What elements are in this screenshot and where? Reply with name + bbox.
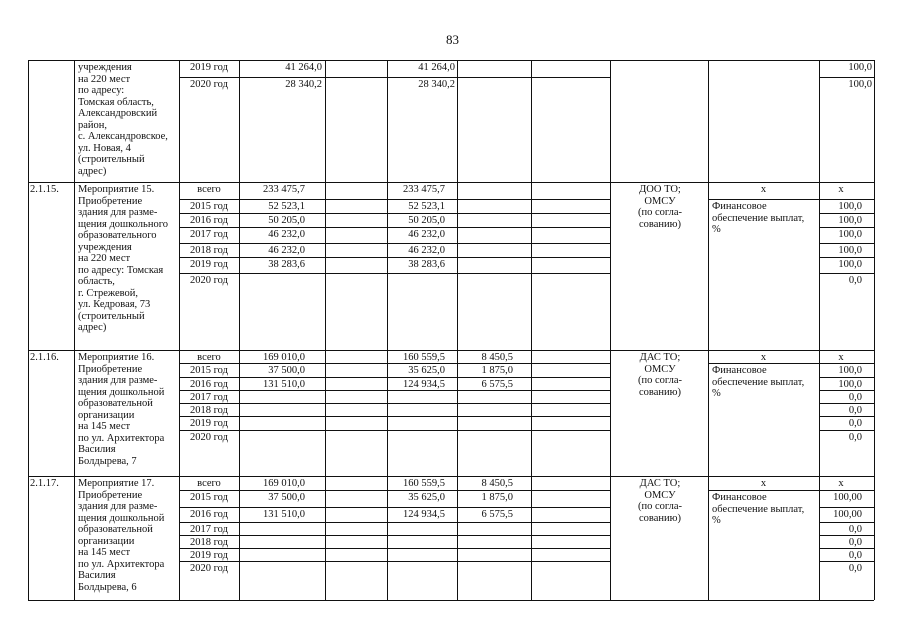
total-cell: 38 283,6 [268,259,305,270]
total-cell: 46 232,0 [268,229,305,240]
year-cell: 2016 год [190,379,228,390]
row-line [819,77,874,78]
indicator-value-cell: 0,0 [848,550,862,561]
measure-code: 2.1.17. [30,478,59,489]
regional-cell: 52 523,1 [408,201,445,212]
row-line [819,213,874,214]
column-border [74,60,75,600]
year-cell: 2020 год [190,79,228,90]
indicator-x-cell: х [760,352,767,363]
column-border [874,60,875,600]
row-line [708,490,819,491]
year-cell: 2019 год [190,418,228,429]
local-cell: 6 575,5 [481,509,513,520]
row-line [819,273,874,274]
row-line [179,243,610,244]
indicator-value-cell: 0,0 [848,563,862,574]
total-cell: 46 232,0 [268,245,305,256]
column-border [179,60,180,600]
indicator-value-cell: х [838,478,844,489]
row-line [819,199,874,200]
column-border [708,60,709,600]
local-cell: 1 875,0 [481,492,513,503]
year-cell: всего [197,478,221,489]
budget-table [28,60,874,600]
measure-code: 2.1.15. [30,184,59,195]
executor-cell: ДОО ТО; ОМСУ (по согла- сованию) [637,184,683,230]
row-line [819,377,874,378]
measure-description: Мероприятие 17. Приобретение здания для разме- щения дошкольной образовательной организации на 145 мест по ул. Архитектора Василия Болдырева, 6 [78,478,165,593]
row-line [179,227,610,228]
regional-cell: 50 205,0 [408,215,445,226]
row-line [708,199,819,200]
total-cell: 131 510,0 [263,509,305,520]
regional-cell: 38 283,6 [408,259,445,270]
year-cell: 2018 год [190,245,228,256]
total-cell: 52 523,1 [268,201,305,212]
indicator-value-cell: 100,0 [838,379,862,390]
row-line [819,257,874,258]
column-border [610,60,611,600]
measure-description: учреждения на 220 мест по адресу: Томская область, Александровский район, с. Александровское, ул. Новая, 4 (строительный адрес) [78,62,168,177]
total-cell: 169 010,0 [263,352,305,363]
row-line [179,548,610,549]
regional-cell: 124 934,5 [403,509,445,520]
regional-cell: 124 934,5 [403,379,445,390]
indicator-value-cell: 0,0 [848,418,862,429]
row-line [819,507,874,508]
year-cell: 2016 год [190,509,228,520]
year-cell: 2017 год [190,524,228,535]
year-cell: 2015 год [190,492,228,503]
row-border [28,350,874,351]
indicator-value-cell: 100,0 [838,245,862,256]
indicator-value-cell: 0,0 [848,524,862,535]
row-border [28,600,874,601]
row-border [28,182,874,183]
year-cell: 2017 год [190,392,228,403]
row-line [179,199,610,200]
indicator-value-cell: х [838,352,844,363]
row-line [179,490,610,491]
indicator-value-cell: 0,0 [848,405,862,416]
indicator-x-cell: х [760,478,767,489]
indicator-value-cell: 100,0 [838,201,862,212]
indicator-name-cell: Финансовое обеспечение выплат, % [712,201,805,235]
regional-cell: 46 232,0 [408,245,445,256]
indicator-value-cell: 100,0 [838,365,862,376]
row-border [28,476,874,477]
year-cell: 2019 год [190,259,228,270]
row-line [179,507,610,508]
total-cell: 37 500,0 [268,492,305,503]
year-cell: 2017 год [190,229,228,240]
row-line [179,377,610,378]
indicator-value-cell: 0,0 [848,392,862,403]
year-cell: 2016 год [190,215,228,226]
column-border [28,60,29,600]
regional-cell: 160 559,5 [403,352,445,363]
row-line [819,227,874,228]
executor-cell: ДАС ТО; ОМСУ (по согла- сованию) [637,478,683,524]
row-line [179,273,610,274]
local-cell: 1 875,0 [481,365,513,376]
indicator-name-cell: Финансовое обеспечение выплат, % [712,492,805,526]
regional-cell: 46 232,0 [408,229,445,240]
row-line [819,243,874,244]
indicator-value-cell: 100,0 [838,215,862,226]
local-cell: 8 450,5 [481,352,513,363]
year-cell: 2018 год [190,537,228,548]
indicator-value-cell: х [838,184,844,195]
indicator-value-cell: 100,0 [848,79,872,90]
total-cell: 41 264,0 [285,62,322,73]
measure-description: Мероприятие 16. Приобретение здания для разме- щения дошкольной образовательной организации на 145 мест по ул. Архитектора Василия Болдырева, 7 [78,352,165,467]
total-cell: 28 340,2 [285,79,322,90]
indicator-x-cell: х [760,184,767,195]
indicator-value-cell: 0,0 [848,432,862,443]
total-cell: 169 010,0 [263,478,305,489]
year-cell: 2019 год [190,550,228,561]
row-line [179,561,610,562]
row-line [819,430,874,431]
total-cell: 233 475,7 [263,184,305,195]
total-cell: 37 500,0 [268,365,305,376]
regional-cell: 35 625,0 [408,492,445,503]
page-number: 83 [446,32,459,47]
indicator-value-cell: 0,0 [848,537,862,548]
year-cell: 2015 год [190,201,228,212]
measure-code: 2.1.16. [30,352,59,363]
indicator-value-cell: 100,0 [848,62,872,73]
row-line [179,522,610,523]
row-line [179,213,610,214]
row-line [179,430,610,431]
regional-cell: 233 475,7 [403,184,445,195]
indicator-value-cell: 0,0 [848,275,862,286]
year-cell: всего [197,184,221,195]
year-cell: 2020 год [190,563,228,574]
year-cell: 2020 год [190,275,228,286]
row-line [179,403,610,404]
row-line [819,490,874,491]
regional-cell: 35 625,0 [408,365,445,376]
column-border [325,60,326,600]
row-border [28,60,874,61]
executor-cell: ДАС ТО; ОМСУ (по согла- сованию) [637,352,683,398]
total-cell: 50 205,0 [268,215,305,226]
total-cell: 131 510,0 [263,379,305,390]
local-cell: 6 575,5 [481,379,513,390]
regional-cell: 160 559,5 [403,478,445,489]
regional-cell: 41 264,0 [418,62,455,73]
row-line [179,416,610,417]
indicator-value-cell: 100,0 [838,259,862,270]
year-cell: всего [197,352,221,363]
measure-description: Мероприятие 15. Приобретение здания для разме- щения дошкольного образовательного учреждения на 220 мест по адресу: Томская область, г. Стрежевой, ул. Кедровая, 73 (строительный адрес) [78,184,168,333]
indicator-value-cell: 100,00 [833,509,862,520]
year-cell: 2018 год [190,405,228,416]
regional-cell: 28 340,2 [418,79,455,90]
year-cell: 2020 год [190,432,228,443]
indicator-value-cell: 100,0 [838,229,862,240]
indicator-value-cell: 100,00 [833,492,862,503]
year-cell: 2015 год [190,365,228,376]
indicator-name-cell: Финансовое обеспечение выплат, % [712,365,805,399]
column-border [531,60,532,600]
row-line [179,535,610,536]
row-line [819,522,874,523]
row-line [179,77,610,78]
year-cell: 2019 год [190,62,228,73]
local-cell: 8 450,5 [481,478,513,489]
row-line [179,257,610,258]
